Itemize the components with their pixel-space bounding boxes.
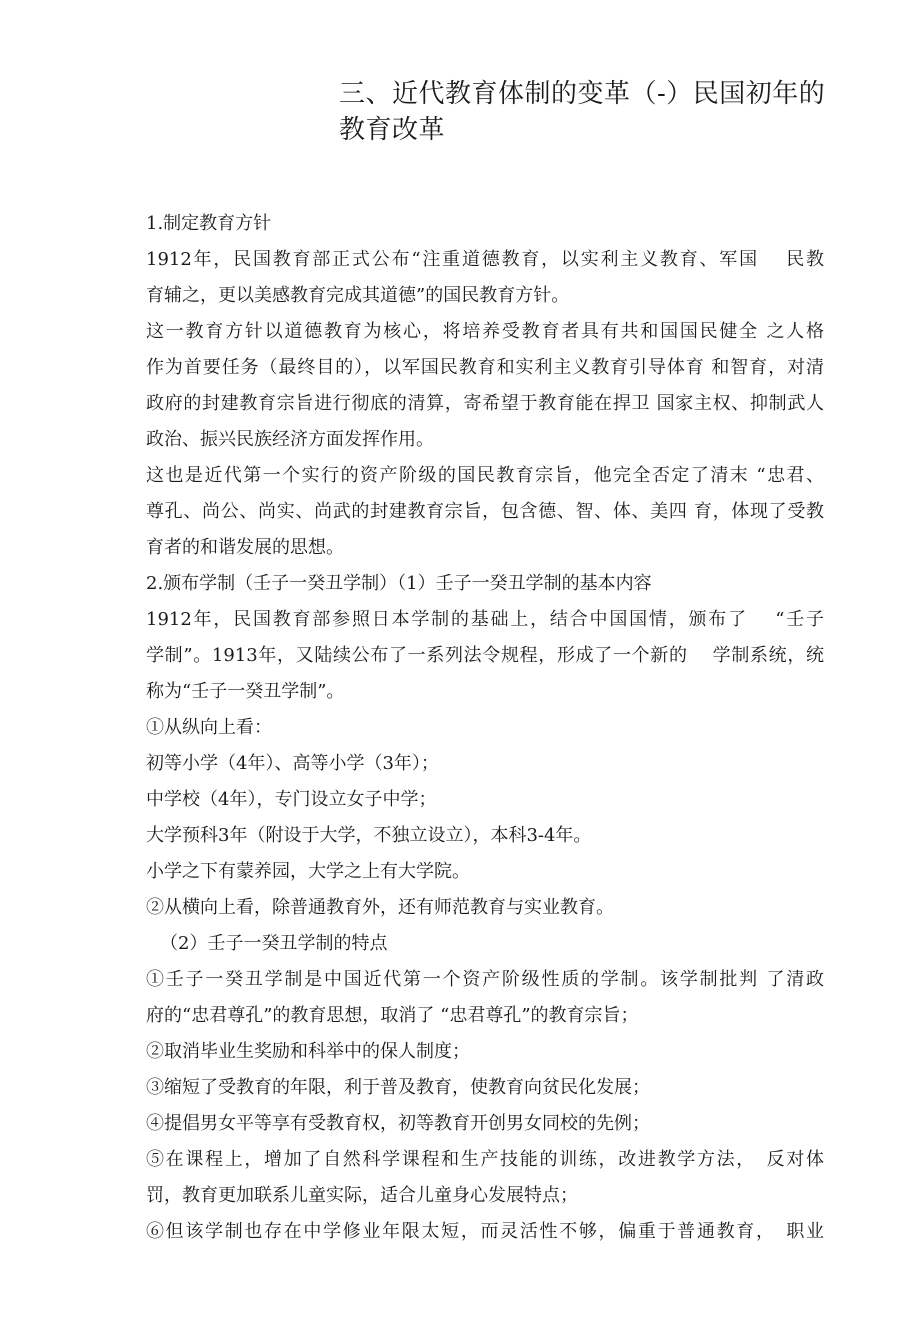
text-line: 1912年，民国教育部参照日本学制的基础上，结合中国国情，颁布了 “壬子 <box>146 609 824 630</box>
text-line: 府的“忠君尊孔”的教育思想，取消了 “忠君尊孔”的教育宗旨； <box>146 1005 639 1026</box>
text-line: 育者的和谐发展的思想。 <box>146 537 344 558</box>
text-line: 育辅之，更以美感教育完成其道德”的国民教育方针。 <box>146 285 570 306</box>
text-line: 学制”。1913年，又陆续公布了一系列法令规程，形成了一个新的 学制系统，统 <box>146 645 824 666</box>
list-item: ②取消毕业生奖励和科举中的保人制度； <box>146 1041 470 1062</box>
text-line: 1912年，民国教育部正式公布“注重道德教育，以实利主义教育、军国 民教 <box>146 249 824 270</box>
list-item: ④提倡男女平等享有受教育权，初等教育开创男女同校的先例； <box>146 1113 650 1134</box>
text-line: 作为首要任务（最终目的），以军国民教育和实利主义教育引导体育 和智育，对清 <box>146 357 824 378</box>
text-line: 尊孔、尚公、尚实、尚武的封建教育宗旨，包含德、智、体、美四 育，体现了受教 <box>146 501 824 522</box>
list-item: ①从纵向上看： <box>146 717 272 738</box>
title-line-2: 教育改革 <box>339 115 446 145</box>
page-title <box>339 76 839 148</box>
list-item: 小学之下有蒙养园，大学之上有大学院。 <box>146 861 470 882</box>
title-line-1: 三、近代教育体制的变革（-）民国初年的 <box>339 79 826 109</box>
list-item: ②从横向上看，除普通教育外，还有师范教育与实业教育。 <box>146 897 614 918</box>
text-line: 这也是近代第一个实行的资产阶级的国民教育宗旨，他完全否定了清末 “忠君、 <box>146 465 824 486</box>
text-line: ⑥但该学制也存在中学修业年限太短，而灵活性不够，偏重于普通教育， 职业 <box>146 1221 824 1242</box>
section-heading-1: 1.制定教育方针 <box>146 213 272 234</box>
list-item: 初等小学（4年）、高等小学（3年）； <box>146 753 439 774</box>
text-line: 称为“壬子一癸丑学制”。 <box>146 681 345 702</box>
text-line: 政治、振兴民族经济方面发挥作用。 <box>146 429 434 450</box>
text-line: 政府的封建教育宗旨进行彻底的清算，寄希望于教育能在捍卫 国家主权、抑制武人 <box>146 393 824 414</box>
list-item: ③缩短了受教育的年限，利于普及教育，使教育向贫民化发展； <box>146 1077 650 1098</box>
text-line: ①壬子一癸丑学制是中国近代第一个资产阶级性质的学制。该学制批判 了清政 <box>146 969 824 990</box>
text-line: ⑤在课程上，增加了自然科学课程和生产技能的训练，改进教学方法， 反对体 <box>146 1149 824 1170</box>
list-item: 大学预科3年（附设于大学，不独立设立），本科3-4年。 <box>146 825 592 846</box>
subsection-heading: （2）壬子一癸丑学制的特点 <box>160 933 388 954</box>
text-line: 罚，教育更加联系儿童实际，适合儿童身心发展特点； <box>146 1185 578 1206</box>
section-heading-2: 2.颁布学制（壬子一癸丑学制）（1）壬子一癸丑学制的基本内容 <box>146 573 652 594</box>
text-line: 这一教育方针以道德教育为核心，将培养受教育者具有共和国国民健全 之人格 <box>146 321 824 342</box>
list-item: 中学校（4年），专门设立女子中学； <box>146 789 437 810</box>
